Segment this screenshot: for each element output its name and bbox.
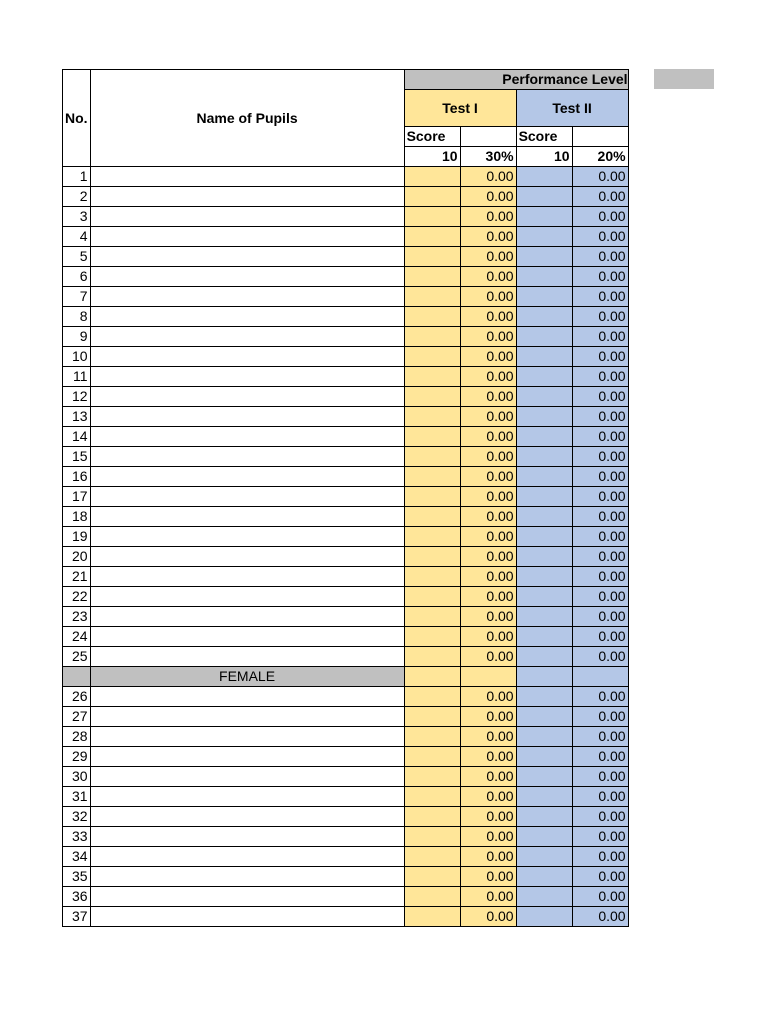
row-number: 20 [63, 547, 91, 567]
test2-score-cell[interactable] [516, 547, 572, 567]
test2-percent-cell: 0.00 [572, 267, 628, 287]
test2-score-cell[interactable] [516, 307, 572, 327]
row-number: 18 [63, 507, 91, 527]
test1-score-cell[interactable] [404, 207, 460, 227]
table-row [63, 307, 629, 327]
test1-score-cell[interactable] [404, 247, 460, 267]
test2-percent-cell: 0.00 [572, 207, 628, 227]
test1-score-cell[interactable] [404, 527, 460, 547]
pupil-name-cell[interactable] [90, 887, 404, 907]
test1-percent-cell: 0.00 [460, 867, 516, 887]
test2-score-cell[interactable] [516, 247, 572, 267]
test1-percent-cell: 0.00 [460, 187, 516, 207]
test1-percent-cell: 0.00 [460, 427, 516, 447]
test1-score-cell[interactable] [404, 467, 460, 487]
no-header: No. [63, 70, 91, 167]
test1-score-cell[interactable] [404, 427, 460, 447]
test1-percent-cell: 0.00 [460, 767, 516, 787]
test1-score-cell[interactable] [404, 227, 460, 247]
test2-score-cell[interactable] [516, 707, 572, 727]
row-number: 16 [63, 467, 91, 487]
pupil-name-cell[interactable] [90, 287, 404, 307]
test1-percent-cell: 0.00 [460, 207, 516, 227]
test2-percent-cell: 0.00 [572, 887, 628, 907]
test1-percent-cell: 0.00 [460, 707, 516, 727]
test2-score-cell[interactable] [516, 187, 572, 207]
test2-score-cell[interactable] [516, 287, 572, 307]
row-number: 10 [63, 347, 91, 367]
table-row [63, 807, 629, 827]
test2-percent-cell: 0.00 [572, 767, 628, 787]
test1-percent-cell: 0.00 [460, 647, 516, 667]
test2-percent-cell: 0.00 [572, 327, 628, 347]
test1-percent-cell: 0.00 [460, 467, 516, 487]
test2-percent-cell: 0.00 [572, 567, 628, 587]
test2-percent-cell: 0.00 [572, 247, 628, 267]
section-test2-score [516, 667, 572, 687]
row-number: 25 [63, 647, 91, 667]
row-number: 17 [63, 487, 91, 507]
test2-blank-header [572, 127, 628, 147]
test1-percent-cell: 0.00 [460, 887, 516, 907]
table-row [63, 547, 629, 567]
test2-percent-cell: 0.00 [572, 407, 628, 427]
test1-score-cell[interactable] [404, 367, 460, 387]
test2-score-cell[interactable] [516, 627, 572, 647]
test2-weight: 20% [572, 147, 628, 167]
test1-score-label: Score [404, 127, 460, 147]
pupil-name-cell[interactable] [90, 587, 404, 607]
test2-score-cell[interactable] [516, 887, 572, 907]
test1-percent-cell: 0.00 [460, 627, 516, 647]
section-test1-percent [460, 667, 516, 687]
test2-percent-cell: 0.00 [572, 227, 628, 247]
test1-score-cell[interactable] [404, 267, 460, 287]
test1-score-cell[interactable] [404, 747, 460, 767]
test1-score-cell[interactable] [404, 607, 460, 627]
row-number: 24 [63, 627, 91, 647]
test2-score-cell[interactable] [516, 367, 572, 387]
test2-percent-cell: 0.00 [572, 647, 628, 667]
row-number: 7 [63, 287, 91, 307]
test1-percent-cell: 0.00 [460, 447, 516, 467]
test2-score-cell[interactable] [516, 587, 572, 607]
table-row [63, 647, 629, 667]
table-row [63, 847, 629, 867]
test2-max-score: 10 [516, 147, 572, 167]
pupil-name-cell[interactable] [90, 367, 404, 387]
test2-score-cell[interactable] [516, 787, 572, 807]
row-number: 1 [63, 167, 91, 187]
pupil-name-cell[interactable] [90, 627, 404, 647]
table-row [63, 247, 629, 267]
test1-percent-cell: 0.00 [460, 727, 516, 747]
pupil-name-cell[interactable] [90, 567, 404, 587]
grade-sheet [62, 69, 629, 927]
test1-score-cell[interactable] [404, 787, 460, 807]
test2-percent-cell: 0.00 [572, 787, 628, 807]
test2-score-cell[interactable] [516, 727, 572, 747]
test2-percent-cell: 0.00 [572, 907, 628, 927]
table-row [63, 687, 629, 707]
test1-percent-cell: 0.00 [460, 907, 516, 927]
test1-score-cell[interactable] [404, 687, 460, 707]
pupil-name-cell[interactable] [90, 647, 404, 667]
test1-score-cell[interactable] [404, 847, 460, 867]
test1-percent-cell: 0.00 [460, 847, 516, 867]
test1-score-cell[interactable] [404, 187, 460, 207]
test1-percent-cell: 0.00 [460, 247, 516, 267]
test1-score-cell[interactable] [404, 767, 460, 787]
test2-percent-cell: 0.00 [572, 587, 628, 607]
test2-percent-cell: 0.00 [572, 427, 628, 447]
row-number: 31 [63, 787, 91, 807]
pupil-name-cell[interactable] [90, 907, 404, 927]
pupil-name-cell[interactable] [90, 727, 404, 747]
test1-percent-cell: 0.00 [460, 807, 516, 827]
test1-percent-cell: 0.00 [460, 327, 516, 347]
performance-header-overflow [654, 69, 714, 89]
table-row [63, 587, 629, 607]
table-row [63, 207, 629, 227]
test1-score-cell[interactable] [404, 507, 460, 527]
test2-percent-cell: 0.00 [572, 187, 628, 207]
pupil-name-cell[interactable] [90, 847, 404, 867]
test1-percent-cell: 0.00 [460, 347, 516, 367]
row-number: 11 [63, 367, 91, 387]
test2-percent-cell: 0.00 [572, 467, 628, 487]
performance-level-header: Performance Level [404, 70, 628, 90]
test2-percent-cell: 0.00 [572, 827, 628, 847]
test2-percent-cell: 0.00 [572, 387, 628, 407]
test1-percent-cell: 0.00 [460, 547, 516, 567]
pupil-name-cell[interactable] [90, 307, 404, 327]
test2-percent-cell: 0.00 [572, 347, 628, 367]
row-number: 2 [63, 187, 91, 207]
test1-score-cell[interactable] [404, 587, 460, 607]
test1-score-cell[interactable] [404, 387, 460, 407]
test2-score-cell[interactable] [516, 427, 572, 447]
test1-score-cell[interactable] [404, 827, 460, 847]
test1-percent-cell: 0.00 [460, 827, 516, 847]
pupil-name-cell[interactable] [90, 607, 404, 627]
row-number: 21 [63, 567, 91, 587]
pupil-name-cell[interactable] [90, 267, 404, 287]
pupil-name-cell[interactable] [90, 787, 404, 807]
pupil-name-cell[interactable] [90, 227, 404, 247]
test2-percent-cell: 0.00 [572, 447, 628, 467]
row-number: 36 [63, 887, 91, 907]
table-row [63, 387, 629, 407]
test2-percent-cell: 0.00 [572, 487, 628, 507]
pupil-name-cell[interactable] [90, 247, 404, 267]
test2-percent-cell: 0.00 [572, 727, 628, 747]
test1-score-cell[interactable] [404, 887, 460, 907]
row-number: 30 [63, 767, 91, 787]
pupil-name-cell[interactable] [90, 467, 404, 487]
test1-score-cell[interactable] [404, 867, 460, 887]
row-number: 5 [63, 247, 91, 267]
table-row [63, 227, 629, 247]
test2-percent-cell: 0.00 [572, 847, 628, 867]
test2-score-cell[interactable] [516, 647, 572, 667]
pupil-name-cell[interactable] [90, 327, 404, 347]
row-number: 14 [63, 427, 91, 447]
test2-header: Test II [516, 90, 628, 127]
test1-score-cell[interactable] [404, 727, 460, 747]
row-number: 29 [63, 747, 91, 767]
row-number: 32 [63, 807, 91, 827]
table-row [63, 287, 629, 307]
table-row [63, 567, 629, 587]
test1-percent-cell: 0.00 [460, 567, 516, 587]
pupil-name-cell[interactable] [90, 427, 404, 447]
pupil-name-cell[interactable] [90, 687, 404, 707]
test1-percent-cell: 0.00 [460, 687, 516, 707]
test1-score-cell[interactable] [404, 167, 460, 187]
test2-score-cell[interactable] [516, 607, 572, 627]
test1-percent-cell: 0.00 [460, 787, 516, 807]
test2-percent-cell: 0.00 [572, 867, 628, 887]
test2-score-cell[interactable] [516, 407, 572, 427]
test2-score-cell[interactable] [516, 327, 572, 347]
test1-max-score: 10 [404, 147, 460, 167]
pupil-name-cell[interactable] [90, 167, 404, 187]
table-row [63, 167, 629, 187]
section-test2-percent [572, 667, 628, 687]
test2-score-cell[interactable] [516, 807, 572, 827]
name-header: Name of Pupils [90, 70, 404, 167]
pupil-name-cell[interactable] [90, 447, 404, 467]
pupil-name-cell[interactable] [90, 507, 404, 527]
section-no-cell [63, 667, 91, 687]
test1-score-cell[interactable] [404, 327, 460, 347]
table-row [63, 347, 629, 367]
row-number: 33 [63, 827, 91, 847]
test1-percent-cell: 0.00 [460, 307, 516, 327]
test1-score-cell[interactable] [404, 647, 460, 667]
test1-percent-cell: 0.00 [460, 507, 516, 527]
test1-percent-cell: 0.00 [460, 487, 516, 507]
test2-percent-cell: 0.00 [572, 707, 628, 727]
row-number: 13 [63, 407, 91, 427]
test2-score-cell[interactable] [516, 207, 572, 227]
test2-percent-cell: 0.00 [572, 367, 628, 387]
pupil-name-cell[interactable] [90, 207, 404, 227]
test2-score-cell[interactable] [516, 447, 572, 467]
test2-percent-cell: 0.00 [572, 287, 628, 307]
pupil-name-cell[interactable] [90, 867, 404, 887]
table-row [63, 887, 629, 907]
test2-percent-cell: 0.00 [572, 687, 628, 707]
pupil-name-cell[interactable] [90, 707, 404, 727]
row-number: 28 [63, 727, 91, 747]
table-row [63, 907, 629, 927]
test1-header: Test I [404, 90, 516, 127]
test1-percent-cell: 0.00 [460, 227, 516, 247]
row-number: 12 [63, 387, 91, 407]
test2-score-cell[interactable] [516, 487, 572, 507]
test2-score-cell[interactable] [516, 527, 572, 547]
test1-score-cell[interactable] [404, 627, 460, 647]
pupil-name-cell[interactable] [90, 387, 404, 407]
test2-score-cell[interactable] [516, 767, 572, 787]
test2-percent-cell: 0.00 [572, 527, 628, 547]
test2-score-cell[interactable] [516, 847, 572, 867]
female-section-label: FEMALE [90, 667, 404, 687]
test1-score-cell[interactable] [404, 287, 460, 307]
table-row [63, 627, 629, 647]
test1-score-cell[interactable] [404, 447, 460, 467]
test1-percent-cell: 0.00 [460, 747, 516, 767]
table-row [63, 707, 629, 727]
row-number: 4 [63, 227, 91, 247]
test1-percent-cell: 0.00 [460, 167, 516, 187]
test1-score-cell[interactable] [404, 487, 460, 507]
table-row [63, 467, 629, 487]
test1-score-cell[interactable] [404, 307, 460, 327]
test1-score-cell[interactable] [404, 347, 460, 367]
test1-score-cell[interactable] [404, 567, 460, 587]
test1-percent-cell: 0.00 [460, 407, 516, 427]
test1-percent-cell: 0.00 [460, 267, 516, 287]
test2-score-cell[interactable] [516, 827, 572, 847]
pupil-name-cell[interactable] [90, 487, 404, 507]
test2-percent-cell: 0.00 [572, 747, 628, 767]
test2-score-label: Score [516, 127, 572, 147]
test2-score-cell[interactable] [516, 267, 572, 287]
test2-score-cell[interactable] [516, 387, 572, 407]
grade-table [62, 69, 629, 927]
test1-percent-cell: 0.00 [460, 387, 516, 407]
table-row [63, 527, 629, 547]
test2-percent-cell: 0.00 [572, 627, 628, 647]
row-number: 19 [63, 527, 91, 547]
row-number: 6 [63, 267, 91, 287]
test2-score-cell[interactable] [516, 467, 572, 487]
test2-score-cell[interactable] [516, 907, 572, 927]
pupil-name-cell[interactable] [90, 747, 404, 767]
test1-score-cell[interactable] [404, 907, 460, 927]
section-test1-score [404, 667, 460, 687]
row-number: 37 [63, 907, 91, 927]
table-row [63, 767, 629, 787]
test1-percent-cell: 0.00 [460, 587, 516, 607]
test1-score-cell[interactable] [404, 547, 460, 567]
test2-percent-cell: 0.00 [572, 807, 628, 827]
row-number: 26 [63, 687, 91, 707]
table-row [63, 367, 629, 387]
table-row [63, 747, 629, 767]
row-number: 27 [63, 707, 91, 727]
table-row [63, 607, 629, 627]
row-number: 15 [63, 447, 91, 467]
table-row [63, 267, 629, 287]
test1-percent-cell: 0.00 [460, 527, 516, 547]
row-number: 23 [63, 607, 91, 627]
test1-percent-cell: 0.00 [460, 607, 516, 627]
section-row [63, 667, 629, 687]
pupil-name-cell[interactable] [90, 827, 404, 847]
row-number: 22 [63, 587, 91, 607]
test2-score-cell[interactable] [516, 867, 572, 887]
test1-percent-cell: 0.00 [460, 287, 516, 307]
test2-score-cell[interactable] [516, 227, 572, 247]
row-number: 3 [63, 207, 91, 227]
test2-score-cell[interactable] [516, 347, 572, 367]
pupil-name-cell[interactable] [90, 547, 404, 567]
test1-score-cell[interactable] [404, 407, 460, 427]
pupil-name-cell[interactable] [90, 187, 404, 207]
test1-score-cell[interactable] [404, 707, 460, 727]
table-row [63, 827, 629, 847]
pupil-name-cell[interactable] [90, 767, 404, 787]
test2-score-cell[interactable] [516, 687, 572, 707]
test2-percent-cell: 0.00 [572, 167, 628, 187]
row-number: 8 [63, 307, 91, 327]
pupil-name-cell[interactable] [90, 527, 404, 547]
test2-score-cell[interactable] [516, 167, 572, 187]
table-row [63, 327, 629, 347]
table-row [63, 187, 629, 207]
table-row [63, 487, 629, 507]
table-row [63, 407, 629, 427]
row-number: 35 [63, 867, 91, 887]
test1-weight: 30% [460, 147, 516, 167]
test1-score-cell[interactable] [404, 807, 460, 827]
pupil-name-cell[interactable] [90, 347, 404, 367]
test2-percent-cell: 0.00 [572, 607, 628, 627]
test1-blank-header [460, 127, 516, 147]
table-row [63, 727, 629, 747]
test2-score-cell[interactable] [516, 507, 572, 527]
table-row [63, 427, 629, 447]
pupil-name-cell[interactable] [90, 807, 404, 827]
test1-percent-cell: 0.00 [460, 367, 516, 387]
test2-score-cell[interactable] [516, 567, 572, 587]
row-number: 9 [63, 327, 91, 347]
test2-score-cell[interactable] [516, 747, 572, 767]
test2-percent-cell: 0.00 [572, 307, 628, 327]
table-row [63, 507, 629, 527]
table-row [63, 447, 629, 467]
test2-percent-cell: 0.00 [572, 547, 628, 567]
table-row [63, 867, 629, 887]
pupil-name-cell[interactable] [90, 407, 404, 427]
table-row [63, 787, 629, 807]
test2-percent-cell: 0.00 [572, 507, 628, 527]
row-number: 34 [63, 847, 91, 867]
